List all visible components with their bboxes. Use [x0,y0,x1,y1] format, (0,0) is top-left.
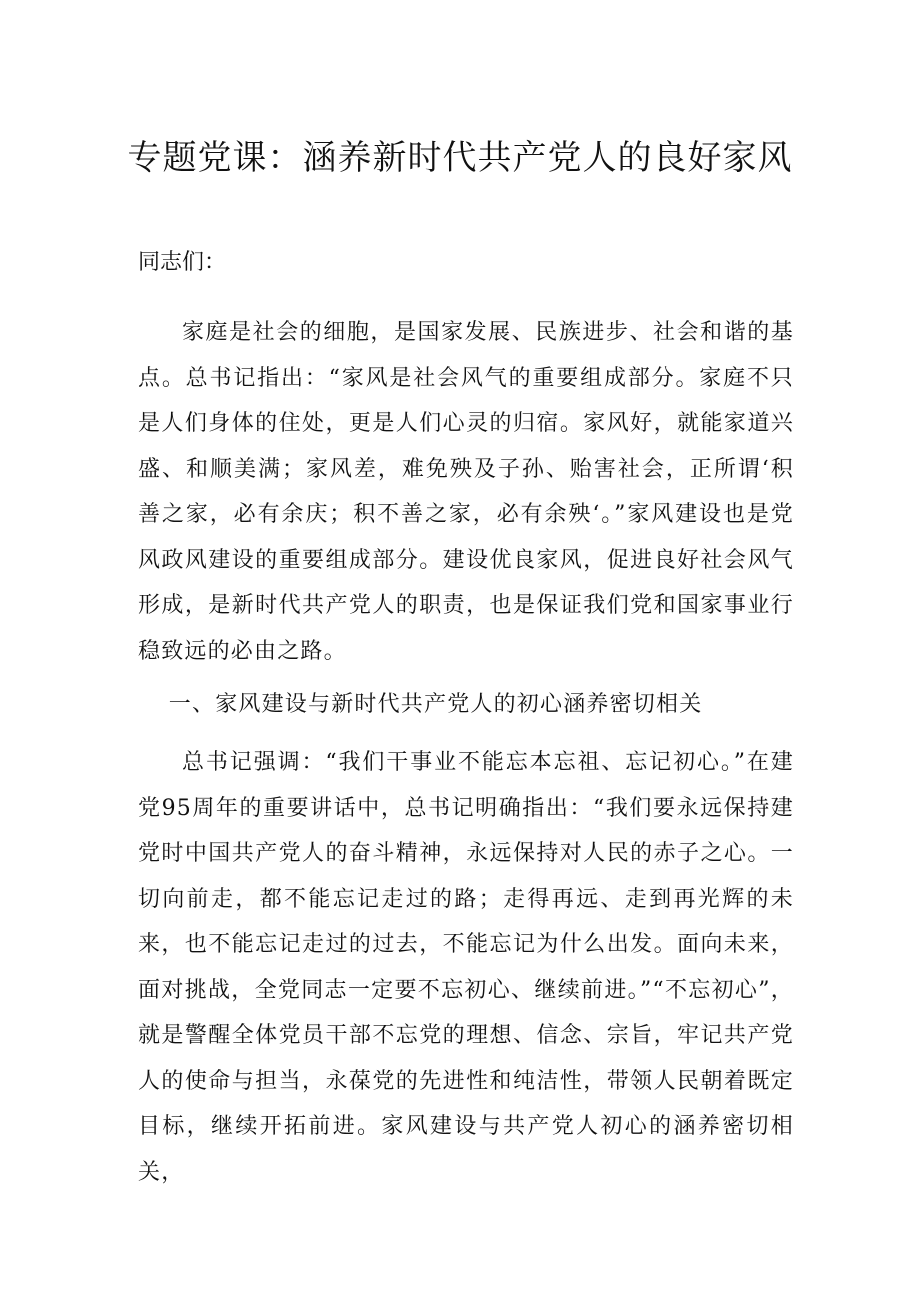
document-body [138,240,794,1203]
section-heading-1: 一、家风建设与新时代共产党人的初心涵养密切相关 [168,692,703,717]
paragraph-intro: 家庭是社会的细胞，是国家发展、民族进步、社会和谐的基点。总书记指出：“家风是社会风气的重要组成部分。家庭不只是人们身体的住处，更是人们心灵的归宿。家风好，就能家道兴盛、和顺美满；家风差，难免殃及子孙、贻害社会，正所谓‘积善之家，必有余庆；积不善之家，必有余殃‘。”家风建设也是党风政风建设的重要组成部分。建设优良家风，促进良好社会风气形成，是新时代共产党人的职责，也是保证我们党和国家事业行稳致远的必由之路。 [138,320,794,664]
paragraph-section-1: 总书记强调：“我们干事业不能忘本忘祖、忘记初心。”在建党95周年的重要讲话中，总书记明确指出：“我们要永远保持建党时中国共产党人的奋斗精神，永远保持对人民的赤子之心。一切向前走，都不能忘记走过的路；走得再远、走到再光辉的未来，也不能忘记走过的过去，不能忘记为什么出发。面向未来，面对挑战，全党同志一定要不忘初心、继续前进。”“不忘初心”，就是警醒全体党员干部不忘党的理想、信念、宗旨，牢记共产党人的使命与担当，永葆党的先进性和纯洁性，带领人民朝着既定目标，继续开拓前进。家风建设与共产党人初心的涵养密切相关， [138,750,794,1185]
document-title: 专题党课：涵养新时代共产党人的良好家风 [127,138,793,178]
salutation: 同志们： [138,250,227,275]
